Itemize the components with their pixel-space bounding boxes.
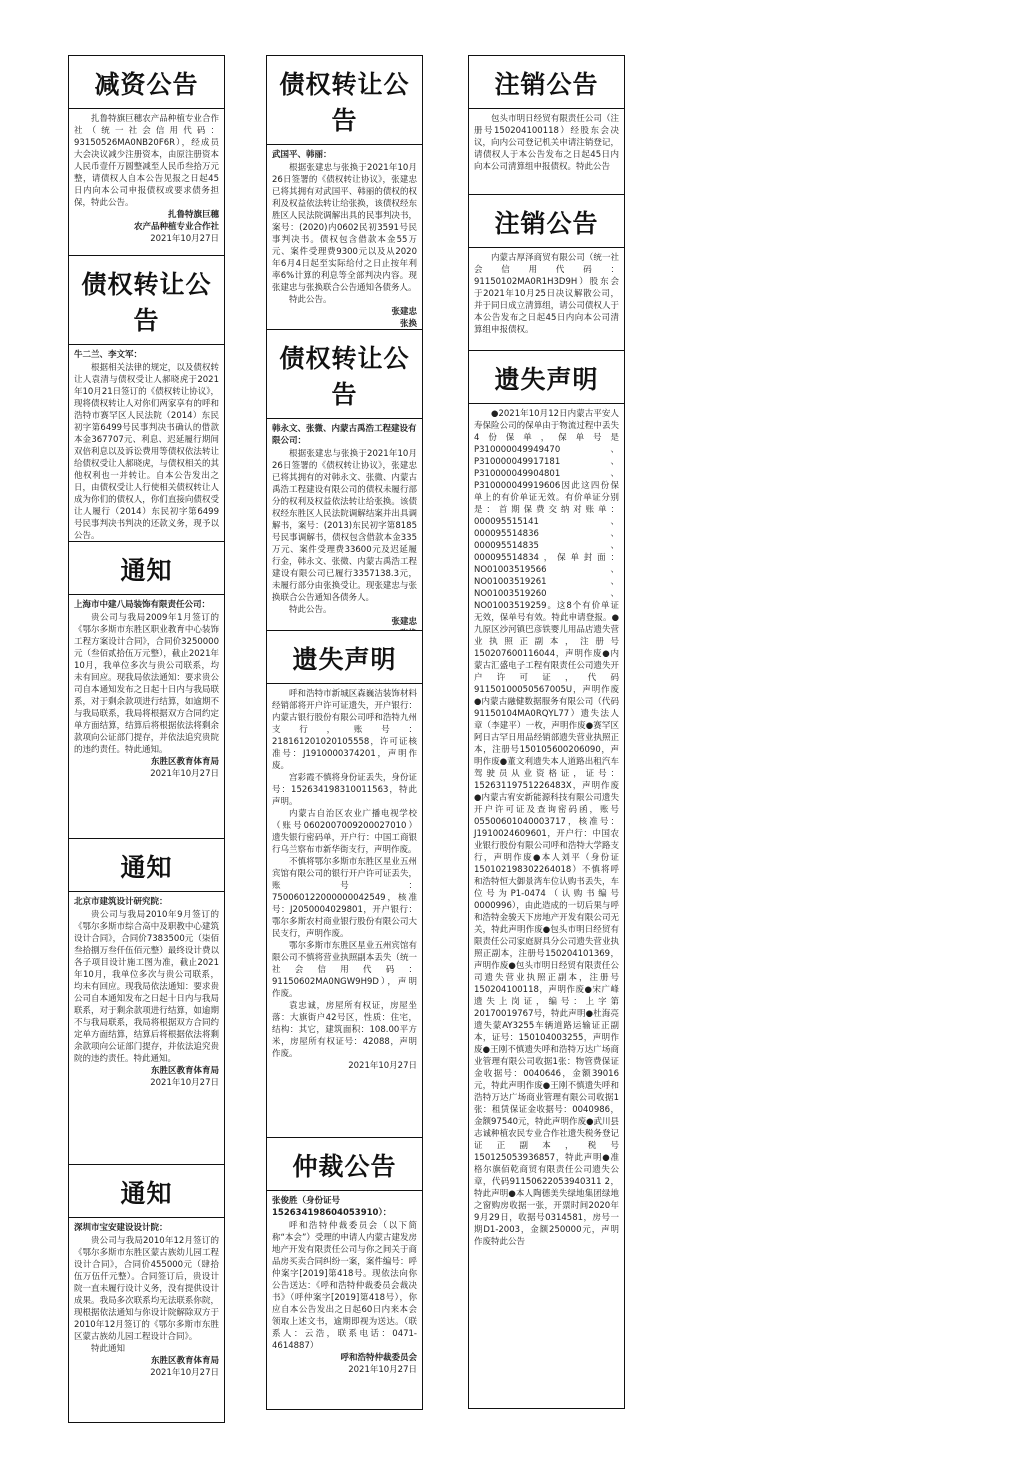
notice-box	[266, 1137, 423, 1410]
notice-paragraph: 袁忠诚，房屋所有权证，房屋坐落：大旗街户42号区，性质：住宅，结构：其它，建筑面积：108.00平方米，房屋所有权证号：42088，声明作废。	[272, 1001, 417, 1059]
notice-paragraph: 贵公司与我局2009年1月签订的《鄂尔多斯市东胜区职业教育中心装饰工程方案设计合同》，合同价3250000元（叁佰贰拾伍万元整），截止2021年10月，我单位多次与贵公司联系，均未有回应。现我局依法通知：要求贵公司自本通知发布之日起十日内与我局联系，对于剩余款项进行结算，如逾期不与我局联系，我局将根据双方合同约定单方面结算，结算后将根据依法将剩余款项向公证部门提存，并依法追究贵院的违约责任。特此通知。	[74, 613, 219, 755]
notice-paragraph: 鄂尔多斯市东胜区星业五州宾馆有限公司不慎将营业执照副本丢失（统一社会信用代码：91150602MA0NGW9H9D），声明作废。	[272, 941, 417, 999]
notice-paragraph: 呼和浩特市新城区森巍洁装饰材料经销部将开户许可证遗失，开户银行：内蒙古银行股份有限公司呼和浩特九州支行，账号：218161201020105558，许可证核准号：J1910000374201，声明作废。	[272, 689, 417, 771]
notice-title: 仲裁公告	[267, 1141, 422, 1191]
notice-date: 2021年10月27日	[150, 1368, 219, 1378]
notice-addressee: 北京市建筑设计研究院：	[74, 897, 168, 907]
notice-signature: 张建忠	[391, 617, 417, 627]
notice-paragraph: 特此通知	[91, 1344, 126, 1354]
notice-title: 通知	[69, 545, 224, 595]
notice-paragraph: 特此公告。	[289, 605, 332, 615]
notice-box	[68, 1164, 225, 1423]
notice-signature: 呼和浩特仲裁委员会	[340, 1353, 417, 1363]
notice-box	[68, 255, 225, 542]
column-3	[468, 55, 625, 1408]
notice-date: 2021年10月27日	[150, 234, 219, 244]
notice-signature: 张换	[399, 319, 417, 329]
notice-paragraph: 扎鲁特旗巨穗农产品种植专业合作社（统一社会信用代码：93150526MA0NB20F6R），经成员大会决议减少注册资本，由原注册资本人民币壹仟万圆整减至人民币叁拾万元整，请债权人自本公告见报之日起45日内向本公司申报债权或要求债务担保，特此公告。	[74, 114, 219, 208]
notice-addressee: 韩永文、张微、内蒙古禹浩工程建设有限公司：	[272, 424, 417, 446]
notice-signature: 扎鲁特旗巨穗	[167, 210, 219, 220]
notice-title: 注销公告	[469, 59, 624, 109]
notice-date: 2021年10月27日	[150, 769, 219, 779]
notice-title: 通知	[69, 1168, 224, 1218]
column-1	[68, 55, 225, 1422]
notice-box	[68, 541, 225, 839]
notice-title: 注销公告	[469, 198, 624, 248]
notice-box	[468, 350, 625, 1409]
notice-paragraph: 特此公告。	[289, 295, 332, 305]
notice-signature: 东胜区教育体育局	[150, 1356, 219, 1366]
column-2	[266, 55, 423, 1409]
notice-box	[266, 329, 423, 631]
notice-paragraph: 不慎将鄂尔多斯市东胜区星业五州宾馆有限公司的银行开户许可证丢失，账号：750060122000000042549，核准号：J2050004029801，开户银行：鄂尔多斯农村商业银行股份有限公司大民支行，声明作废。	[272, 857, 417, 939]
notice-title: 通知	[69, 842, 224, 892]
notice-paragraph: 根据张建忠与张换于2021年10月26日签署的《债权转让协议》，张建忠已将其拥有的对韩永文、张微、内蒙古禹浩工程建设有限公司的债权未履行部分的权利及权益依法转让给张换。该债权经东胜区人民法院调解结案并出具调解书，案号：(2013)东民初字第8185号民事调解书，债权包含借款本金335万元、案件受理费33600元及迟延履行金，韩永文、张微、内蒙古禹浩工程建设有限公司已履行3357138.3元，未履行部分由张换受让。现张建忠与张换联合公告通知各债务人。	[272, 449, 417, 603]
notice-date: 2021年10月27日	[348, 1365, 417, 1375]
notice-title: 债权转让公告	[69, 259, 224, 345]
notice-addressee: 武国平、韩丽：	[272, 150, 332, 160]
notice-date: 2021年10月27日	[150, 1078, 219, 1088]
notice-signature: 东胜区教育体育局	[150, 757, 219, 767]
notice-title: 减资公告	[69, 59, 224, 109]
notice-signature: 张建忠	[391, 307, 417, 317]
notice-title: 债权转让公告	[267, 59, 422, 145]
notice-title: 遗失声明	[469, 354, 624, 404]
notice-box	[68, 838, 225, 1165]
notice-signature: 东胜区教育体育局	[150, 1066, 219, 1076]
notice-title: 遗失声明	[267, 634, 422, 684]
notice-paragraph: 根据相关法律的规定，以及债权转让人袁清与债权受让人郝晓虎于2021年10月21日签订的《债权转让协议》，现将债权转让人对你们两家享有的呼和浩特市赛罕区人民法院（2014）东民初字第6499号民事判决书确认的借款本金367707元、利息、迟延履行期间双倍利息以及诉讼费用等债权依法转让给债权受让人郝晓虎，与债权相关的其他权利也一并转让。自本公告发出之日，由债权受让人行使相关债权转让人成为你们的债权人，你们直接向债权受让人履行（2014）东民初字第6499号民事判决书判决的还款义务，现予以公告。	[74, 363, 219, 541]
notice-title: 债权转让公告	[267, 333, 422, 419]
notice-addressee: 深圳市宝安建设设计院：	[74, 1223, 168, 1233]
notice-paragraph: 内蒙古厚泽商贸有限公司（统一社会信用代码：91150102MA0R1H3D9H）股东会于2021年10月25日决议解散公司，并于同日成立清算组，请公司债权人于本公告发布之日起45日内向本公司清算组申报债权。	[474, 253, 619, 335]
notice-paragraph: 贵公司与我局2010年9月签订的《鄂尔多斯市综合高中及职教中心建筑设计合同》，合同价7383500元（柒佰叁拾捌万叁仟伍佰元整）最终设计费以各子项目设计施工图为准，截止2021年10月，我单位多次与贵公司联系，均未有回应。现我局依法通知：要求贵公司自本通知发布之日起十日内与我局联系，对于剩余款项进行结算，如逾期不与我局联系，我局将根据双方合同约定单方面结算，结算后将根据依法将剩余款项向公证部门提存，并依法追究贵院的违约责任。特此通知。	[74, 910, 219, 1064]
notice-box	[468, 55, 625, 195]
notice-paragraph: 贵公司与我局2010年12月签订的《鄂尔多斯市东胜区蒙古族幼儿园工程设计合同》，合同价455000元（肆拾伍万伍仟元整）。合同签订后，贵设计院一直未履行设计义务，没有提供设计成果。我局多次联系均无法联系你院，现根据依法通知与你设计院解除双方于2010年12月签订的《鄂尔多斯市东胜区蒙古族幼儿园工程设计合同》。	[74, 1236, 219, 1342]
notice-box	[266, 630, 423, 1138]
notice-paragraph: 根据张建忠与张换于2021年10月26日签署的《债权转让协议》，张建忠已将其拥有对武国平、韩丽的债权的权利及权益依法转让给张换，该债权经东胜区人民法院调解出具的民事判决书，案号：(2020)内0602民初3591号民事判决书。债权包含借款本金55万元、案件受理费9300元以及从2020年6月4日起至实际给付之日止按年利率6%计算的利息等全部判决内容。现张建忠与张换联合公告通知各债务人。	[272, 163, 417, 293]
notice-paragraph: ●2021年10月12日内蒙古平安人寿保险公司的保单由于物流过程中丢失4份保单，保单号是P310000049949470、P310000049917181、P310000049904801、P310000049919606因此这四份保单上的有价单证无效。有价单证分别是：首期保费交纳对账单：000095515141、000095514836、000095514835、000095514834，保单封面：NO01003519566、NO01003519261、NO01003519260、NO01003519259。这8个有价单证无效，保单号有效。特此申请登报。●九原区沙河镇巴彦铁婴儿用品店遗失营业执照正副本，注册号150207600116044，声明作废●内蒙古汇盛电子工程有限责任公司遗失开户许可证，代码91150100050567005U，声明作废●内蒙古融健数据服务有限公司（代码91150104MA0RQYL77）遗失法人章（李建平）一枚，声明作废●赛罕区阿日古罕日用品经销部遗失营业执照正本，注册号150105600206090，声明作废●董文利遗失本人道路出租汽车驾驶员从业资格证，证号：152631197512264​83X，声明作废●内蒙古宥安新能源科技有限公司遗失开户许可证及查询密码函，账号05500601040003717，核准号：J1910024609601，开户行：中国农业银行股份有限公司呼和浩特大学路支行，声明作废●本人刘平（身份证150102198302264018）不慎将呼和浩特恒大御景湾车位认购书丢失，车位号为P1-0474（认购书编号0000996），由此造成的一切后果与呼和浩特金骏天下房地产开发有限公司无关，特此声明作废●包头市明日经贸有限责任公司家庭厨具分公司遗失营业执照正副本，注册号150204101369，声明作废●包头市明日经贸有限责任公司遗失营业执照正副本，注册号150204100118，声明作废●宋广峰遗失上岗证，编号：上字第20170019767号，特此声明●杜海亮遗失蒙AY3255车辆道路运输证正副本，证号：150104003255，声明作废●王刚不慎遗失呼和浩特万达广场商业管理有限公司收据1张：物管费保证金收据号：0040646，金额39016元，特此声明作废●王刚不慎遗失呼和浩特万达广场商业管理有限公司收据1张：租赁保证金收据号：0040986，金额97540元，特此声明作废●武川县志诚种植农民专业合作社遗失税务登记证正副本，税号150125053936857，特此声明●准格尔旗佰乾商贸有限责任公司遗失公章，代码91150622053940311 2，特此声明●本人陶德美失绿地集团绿地之窗购房收据一张，开票时间2020年9月29日，收据号0314581，房号一期D1-2003，金额250000元，声明作废特此公告	[474, 409, 619, 1247]
notice-date: 2021年10月27日	[348, 1061, 417, 1071]
notice-box	[266, 55, 423, 330]
notice-signature: 农产品种植专业合作社	[133, 222, 219, 232]
notice-addressee: 张俊胜（身份证号152634198604053910）：	[272, 1196, 392, 1218]
notice-paragraph: 包头市明日经贸有限责任公司（注册号150204100118）经股东会决议，向内公司登记机关申请注销登记，请债权人于本公告发布之日起45日内向本公司清算组申报债权。特此公告	[474, 114, 619, 172]
notice-box	[68, 55, 225, 256]
notice-paragraph: 呼和浩特仲裁委员会（以下简称“本会”）受理的申请人内蒙古建发房地产开发有限责任公司与你之间关于商品房买卖合同纠纷一案，案件编号：呼仲案字[2019]第418号。现依法向你公告送达：《呼和浩特仲裁委员会裁决书》（呼仲案字[2019]第418号），你应自本公告发出之日起60日内来本会领取上述文书，逾期即视为送达。（联系人：云浩，联系电话：0471-4614887）	[272, 1221, 417, 1351]
notice-addressee: 牛二兰、李文军：	[74, 350, 143, 360]
notice-paragraph: 宫彩霞不慎将身份证丢失，身份证号：152634198310011563，特此声明。	[272, 773, 417, 807]
notice-box	[468, 194, 625, 351]
notice-addressee: 上海市中建八局装饰有限责任公司：	[74, 600, 211, 610]
notice-paragraph: 内蒙古自治区农业广播电视学校（账号0602007009200027010）遗失银行密码单，开户行：中国工商银行乌兰察布市新华街支行，声明作废。	[272, 809, 417, 855]
